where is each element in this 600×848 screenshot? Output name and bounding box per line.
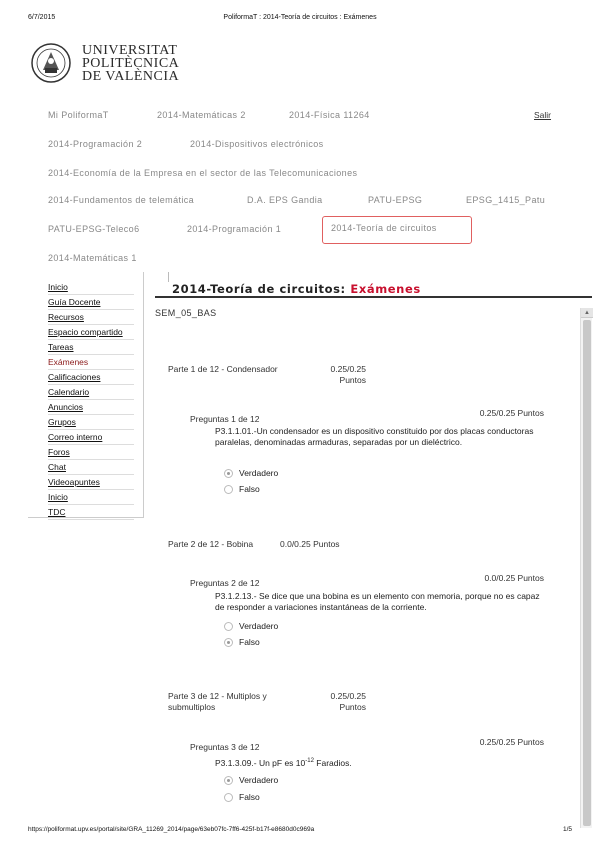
option-falso[interactable]: [224, 637, 260, 647]
tab-matematicas-2[interactable]: 2014-Matemáticas 2: [157, 110, 246, 120]
menu-link-inicio[interactable]: Inicio: [48, 282, 68, 292]
menu-item-tareas: [48, 340, 134, 355]
tab-teoria-circuitos[interactable]: 2014-Teoría de circuitos: [322, 216, 472, 244]
menu-link-guia-docente[interactable]: Guía Docente: [48, 297, 101, 307]
scroll-up-icon[interactable]: ▲: [581, 308, 593, 318]
radio-empty-icon[interactable]: [224, 793, 233, 802]
print-date: 6/7/2015: [28, 14, 56, 21]
radio-selected-icon[interactable]: [224, 638, 233, 647]
page-title: [172, 282, 421, 296]
option-label: Falso: [239, 637, 260, 647]
print-title: PoliformaT : 2014-Teoría de circuitos : Exámenes: [223, 14, 377, 21]
tab-economia[interactable]: 2014-Economía de la Empresa en el sector de las Telecomunicaciones: [48, 168, 358, 178]
menu-item-recursos: [48, 310, 134, 325]
radio-selected-icon[interactable]: [224, 776, 233, 785]
print-url: https://poliformat.upv.es/portal/site/GRA_11269_2014/page/63eb07fc-7ff6-425f-b17f-e8680d0c969a: [28, 826, 315, 833]
menu-item-inicio-2: [48, 490, 134, 505]
menu-item-chat: [48, 460, 134, 475]
scrollbar-thumb[interactable]: [583, 320, 591, 826]
part-score: 0.25/0.25 Puntos: [330, 691, 366, 712]
question-text: P3.1.1.01.-Un condensador es un dispositivo constituido por dos placas conductoras paralelas, denominadas armaduras, separadas por un dieléctrico.: [215, 426, 534, 447]
menu-link-calificaciones[interactable]: Calificaciones: [48, 372, 101, 382]
option-label: Falso: [239, 484, 260, 494]
university-name: UNIVERSITAT POLITÈCNICA DE VALÈNCIA: [82, 43, 180, 84]
page-title-tool: Exámenes: [350, 282, 421, 296]
menu-item-espacio-compartido: [48, 325, 134, 340]
part-title: Parte 3 de 12 - Multiplos y submultiplos: [168, 691, 267, 712]
menu-link-anuncios[interactable]: Anuncios: [48, 402, 83, 412]
page-title-site: 2014-Teoría de circuitos:: [172, 282, 346, 296]
tab-matematicas-1[interactable]: 2014-Matemáticas 1: [48, 253, 137, 263]
menu-link-calendario[interactable]: Calendario: [48, 387, 90, 397]
menu-item-foros: [48, 445, 134, 460]
sidebar-divider: [168, 272, 169, 282]
option-label: Verdadero: [239, 468, 279, 478]
menu-link-correo-interno[interactable]: Correo interno: [48, 432, 103, 442]
menu-link-espacio-compartido[interactable]: Espacio compartido: [48, 327, 123, 337]
question-score: 0.25/0.25 Puntos: [479, 408, 544, 418]
question-number: Preguntas 1 de 12: [190, 414, 260, 424]
tab-dispositivos[interactable]: 2014-Dispositivos electrónicos: [190, 139, 324, 149]
tab-patu-teleco6[interactable]: PATU-EPSG-Teleco6: [48, 224, 140, 234]
tab-mi-poliformat[interactable]: Mi PoliformaT: [48, 110, 109, 120]
menu-item-calendario: [48, 385, 134, 400]
tab-fisica[interactable]: 2014-Física 11264: [289, 110, 370, 120]
menu-item-correo-interno: [48, 430, 134, 445]
question-score: 0.0/0.25 Puntos: [484, 573, 544, 583]
menu-item-guia-docente: [48, 295, 134, 310]
radio-selected-icon[interactable]: [224, 469, 233, 478]
question-text: P3.1.3.09.- Un pF es $10^{-12}$ Faradios.: [215, 757, 352, 768]
radio-empty-icon[interactable]: [224, 485, 233, 494]
option-verdadero[interactable]: [224, 775, 278, 785]
upv-logo[interactable]: [30, 40, 180, 90]
part-title: Parte 2 de 12 - Bobina: [168, 539, 254, 549]
part-score: 0.0/0.25 Puntos: [280, 539, 340, 549]
question-text: P3.1.2.13.- Se dice que una bobina es un elemento con memoria, porque no es capaz de responder a variaciones instantáneas de la corriente.: [215, 591, 540, 612]
tab-epsg-patu[interactable]: EPSG_1415_Patu: [466, 195, 546, 205]
option-verdadero[interactable]: [224, 621, 278, 631]
tab-programacion-2[interactable]: 2014-Programación 2: [48, 139, 143, 149]
option-falso[interactable]: [224, 484, 260, 494]
logout-link[interactable]: Salir: [534, 110, 552, 120]
menu-link-chat[interactable]: Chat: [48, 462, 66, 472]
question-score: 0.25/0.25 Puntos: [479, 737, 544, 747]
menu-item-tdc: [48, 505, 134, 520]
tab-patu-epsg[interactable]: PATU-EPSG: [368, 195, 423, 205]
menu-item-inicio: [48, 280, 134, 295]
exam-title: SEM_05_BAS: [155, 308, 217, 318]
menu-link-recursos[interactable]: Recursos: [48, 312, 84, 322]
menu-item-videoapuntes: [48, 475, 134, 490]
part-title: Parte 1 de 12 - Condensador: [168, 364, 278, 374]
option-label: Verdadero: [239, 621, 279, 631]
radio-empty-icon[interactable]: [224, 622, 233, 631]
menu-item-examenes: [48, 355, 134, 370]
menu-link-videoapuntes[interactable]: Videoapuntes: [48, 477, 100, 487]
print-page-number: 1/5: [562, 826, 572, 833]
tab-programacion-1[interactable]: 2014-Programación 1: [187, 224, 282, 234]
part-score: 0.25/0.25 Puntos: [330, 364, 366, 385]
content-scrollbar[interactable]: [580, 308, 592, 828]
option-label: Verdadero: [239, 775, 279, 785]
tab-da-eps-gandia[interactable]: D.A. EPS Gandia: [247, 195, 323, 205]
menu-link-tdc[interactable]: TDC: [48, 507, 66, 517]
menu-item-grupos: [48, 415, 134, 430]
tab-fundamentos-telematica[interactable]: 2014-Fundamentos de telemática: [48, 195, 195, 205]
question-number: Preguntas 2 de 12: [190, 578, 260, 588]
tool-menu: [28, 272, 144, 518]
menu-link-tareas[interactable]: Tareas: [48, 342, 74, 352]
menu-link-inicio-2[interactable]: Inicio: [48, 492, 68, 502]
menu-link-grupos[interactable]: Grupos: [48, 417, 76, 427]
option-label: Falso: [239, 792, 260, 802]
question-number: Preguntas 3 de 12: [190, 742, 260, 752]
heading-divider: [155, 296, 592, 298]
university-seal-icon: [30, 42, 72, 84]
menu-link-examenes[interactable]: Exámenes: [48, 357, 89, 367]
menu-item-anuncios: [48, 400, 134, 415]
menu-item-calificaciones: [48, 370, 134, 385]
menu-link-foros[interactable]: Foros: [48, 447, 70, 457]
option-falso[interactable]: [224, 792, 260, 802]
option-verdadero[interactable]: [224, 468, 278, 478]
